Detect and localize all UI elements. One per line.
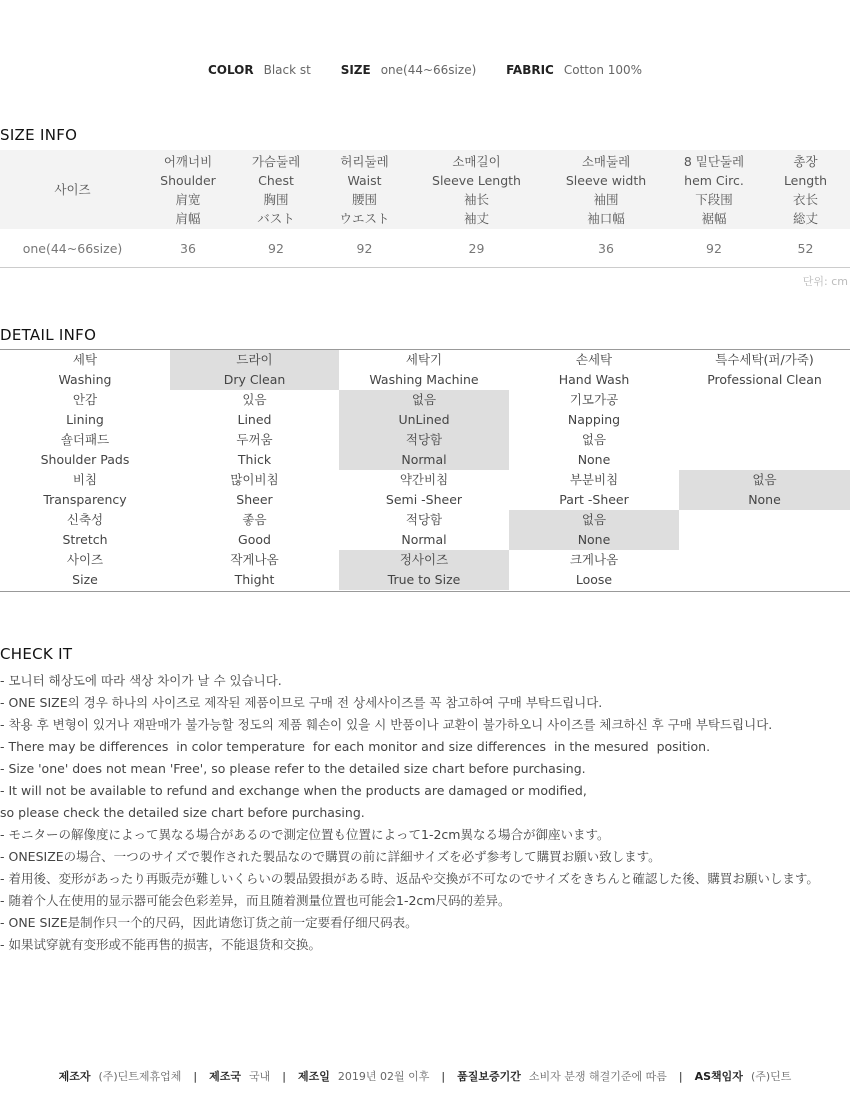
size-label: SIZE: [340, 63, 371, 77]
footer-label: 제조자: [58, 1070, 91, 1083]
size-row-header: 사이즈: [0, 150, 145, 229]
size-column-header: 가슴둘레 Chest 胸围 バスト: [231, 150, 321, 229]
check-it-line: - There may be differences in color temperature for each monitor and size differences in the mesured position.: [0, 739, 711, 754]
check-it-line: - ONE SIZE是制作只一个的尺码，因此请您订货之前一定要看仔细尺码表。: [0, 915, 418, 930]
detail-option: 적당함 Normal: [401, 512, 447, 547]
detail-row-label: 비침 Transparency: [43, 472, 127, 507]
detail-option: 특수세탁(퍼/가죽) Professional Clean: [707, 352, 822, 387]
check-it-title: CHECK IT: [0, 645, 73, 663]
check-it-line: - 随着个人在使用的显示器可能会色彩差异，而且随着测量位置也可能会1-2cm尺码的差异。: [0, 893, 511, 908]
check-it-line: - 착용 후 변형이 있거나 재판매가 불가능할 정도의 제품 훼손이 있을 시 반품이나 교환이 불가하오니 사이즈를 체크하신 후 구매 부탁드립니다.: [0, 717, 773, 732]
check-it-line: - 모니터 해상도에 따라 색상 차이가 날 수 있습니다.: [0, 673, 282, 688]
size-value: 92: [667, 229, 761, 268]
fabric-label: FABRIC: [506, 63, 554, 77]
check-it-line: - ONESIZEの場合、一つのサイズで製作された製品なので購買の前に詳細サイズを必ず参考して購買お願い致します。: [0, 849, 661, 864]
footer-label: 제조일: [298, 1070, 330, 1083]
detail-option: 손세탁 Hand Wash: [558, 352, 630, 387]
detail-option: 작게나옴 Thight: [230, 552, 279, 587]
detail-row-label: 신축성 Stretch: [62, 512, 108, 547]
detail-option: 부분비침 Part -Sheer: [559, 472, 629, 507]
detail-option: 크게나옴 Loose: [569, 552, 619, 587]
detail-row-label: 세탁 Washing: [58, 352, 112, 387]
detail-option-selected: 적당함 Normal: [339, 430, 509, 470]
detail-grid: [0, 349, 850, 592]
detail-option: 기모가공 Napping: [567, 392, 621, 427]
size-value: 92: [231, 229, 321, 268]
size-value: 36: [545, 229, 667, 268]
size-value: 52: [761, 229, 850, 268]
check-it-line: - It will not be available to refund and exchange when the products are damaged or modified,: [0, 783, 587, 798]
size-table-row: [0, 229, 850, 268]
detail-option-selected: 정사이즈 True to Size: [339, 550, 509, 590]
detail-option: 약간비침 Semi -Sheer: [385, 472, 463, 507]
size-value: one(44~66size): [380, 63, 477, 77]
color-label: COLOR: [207, 63, 254, 77]
size-info-title: SIZE INFO: [0, 126, 78, 144]
check-it-line: - モニターの解像度によって異なる場合があるので測定位置も位置によって1-2cm異なる場合が御座います。: [0, 827, 610, 842]
detail-option: 있음 Lined: [237, 392, 272, 427]
detail-option-selected: 없음 None: [679, 470, 850, 510]
detail-option: 좋음 Good: [238, 512, 271, 547]
product-spec-line: [0, 63, 850, 77]
footer-separator: |: [678, 1070, 683, 1083]
color-value: Black st: [263, 63, 311, 77]
size-column-header: 허리둘레 Waist 腰围 ウエスト: [321, 150, 408, 229]
size-row-label: one(44~66size): [0, 229, 145, 268]
detail-option: 세탁기 Washing Machine: [369, 352, 479, 387]
footer-value: (주)딘트제휴업체: [98, 1070, 182, 1083]
size-value: 36: [145, 229, 231, 268]
size-column-header: 어깨너비 Shoulder 肩宽 肩幅: [145, 150, 231, 229]
footer-value: 국내: [249, 1070, 271, 1083]
size-value: 29: [408, 229, 545, 268]
footer-separator: |: [193, 1070, 198, 1083]
size-column-header: 8 밑단둘레 hem Circ. 下段围 裾幅: [667, 150, 761, 229]
check-it-line: - Size 'one' does not mean 'Free', so please refer to the detailed size chart before purchasing.: [0, 761, 586, 776]
check-it-line: - 如果试穿就有变形或不能再售的损害，不能退货和交换。: [0, 937, 321, 952]
check-it-line: - 着用後、変形があったり再販売が難しいくらいの製品毀損がある時、返品や交換が不可なのでサイズをきちんと確認した後、購買お願いします。: [0, 871, 819, 886]
detail-option-selected: 없음 None: [509, 510, 679, 550]
size-table-header-row: [0, 150, 850, 229]
size-column-header: 총장 Length 衣长 総丈: [761, 150, 850, 229]
footer-value: 2019년 02월 이후: [337, 1070, 430, 1083]
footer-label: 품질보증기간: [457, 1070, 521, 1083]
unit-note: 단위: cm: [802, 275, 848, 288]
check-it-list: [0, 670, 850, 956]
footer-value: 소비자 분쟁 해결기준에 따름: [528, 1070, 667, 1083]
detail-info-title: DETAIL INFO: [0, 326, 97, 344]
check-it-line: - ONE SIZE의 경우 하나의 사이즈로 제작된 제품이므로 구매 전 상세사이즈를 꼭 참고하여 구매 부탁드립니다.: [0, 695, 603, 710]
detail-option-selected: 없음 UnLined: [339, 390, 509, 430]
footer-label: 제조국: [209, 1070, 242, 1083]
detail-row-label: 안감 Lining: [66, 392, 104, 427]
footer-separator: |: [441, 1070, 446, 1083]
fabric-value: Cotton 100%: [563, 63, 643, 77]
detail-row-label: 숄더패드 Shoulder Pads: [40, 432, 130, 467]
size-column-header: 소매길이 Sleeve Length 袖长 袖丈: [408, 150, 545, 229]
detail-row-label: 사이즈 Size: [66, 552, 104, 587]
detail-option: 많이비침 Sheer: [230, 472, 279, 507]
size-column-header: 소매둘레 Sleeve width 袖围 袖口幅: [545, 150, 667, 229]
footer-value: (주)딘트: [750, 1070, 792, 1083]
footer-label: AS책임자: [694, 1070, 743, 1083]
size-value: 92: [321, 229, 408, 268]
footer-separator: |: [282, 1070, 287, 1083]
detail-option: 두꺼움 Thick: [236, 432, 273, 467]
size-table: [0, 150, 850, 268]
product-notice-footer: [0, 1068, 850, 1084]
detail-option: 없음 None: [577, 432, 611, 467]
detail-option-selected: 드라이 Dry Clean: [170, 350, 339, 390]
check-it-line: so please check the detailed size chart before purchasing.: [0, 805, 365, 820]
